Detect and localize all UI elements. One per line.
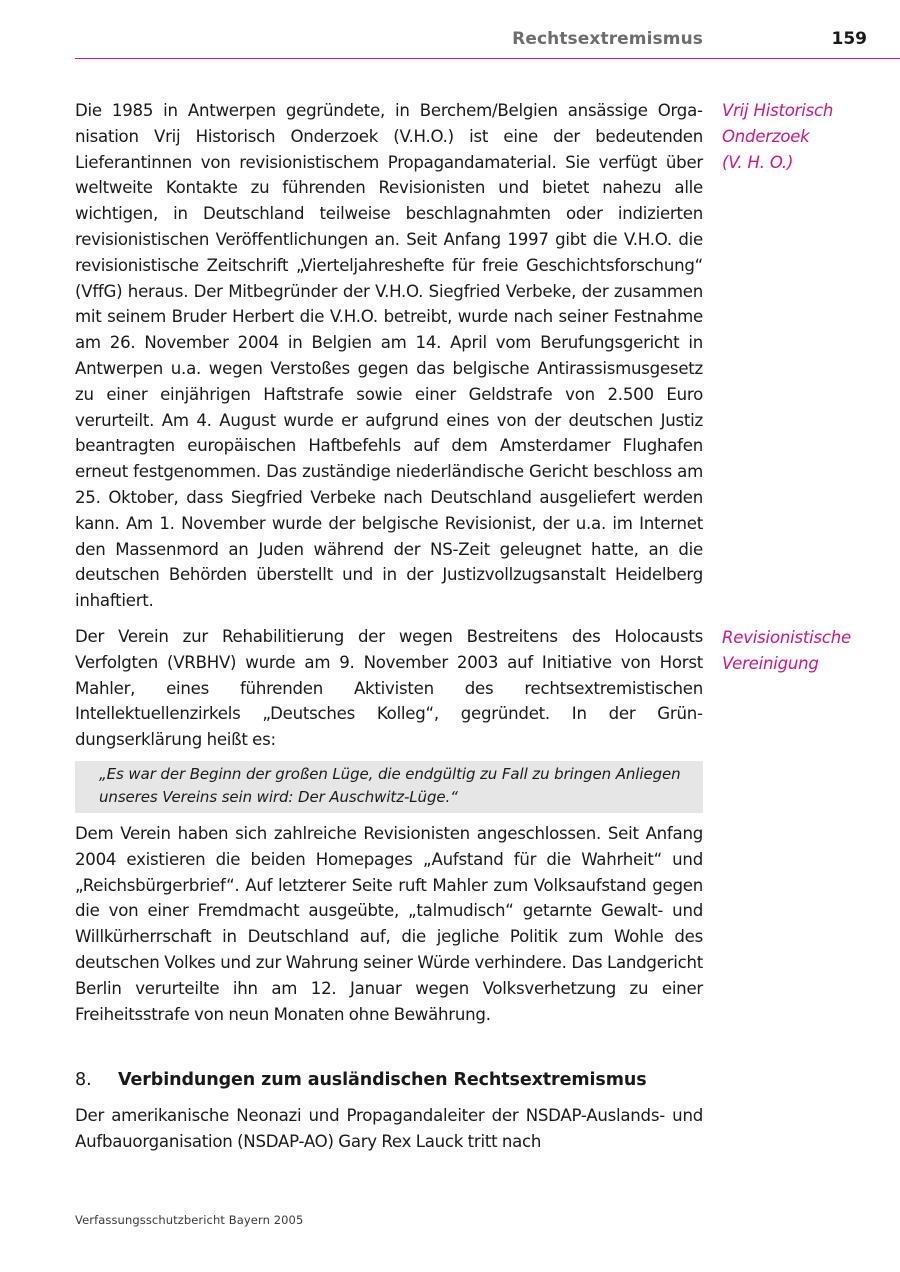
section-title: Verbindungen zum ausländischen Rechtsextremismus bbox=[118, 1070, 647, 1091]
margin-note-vho bbox=[722, 98, 887, 175]
margin-note-line: Onderzoek bbox=[722, 126, 810, 146]
page-header bbox=[75, 28, 900, 59]
page-number: 159 bbox=[831, 29, 867, 49]
margin-note-line: Vereinigung bbox=[722, 653, 819, 673]
paragraph-nsdap-ao: Der amerikanische Neonazi und Propagandaleiter der NSDAP-Auslands- und Aufbauorganisation (NSDAP-AO) Gary Rex Lauck tritt nach bbox=[75, 1106, 703, 1152]
paragraph-verein: Dem Verein haben sich zahlreiche Revisionisten angeschlossen. Seit Anfang 2004 existieren die beiden Homepages „Aufstand für die Wahrheit“ und „Reichsbürgerbrief“. Auf letzterer Seite ruft Mahler zum Volksaufstand gegen die von einer Fremdmacht ausgeübte, „talmudisch“ getarnte Gewalt- und Willkürherrschaft in Deutschland auf, die jegliche Politik zum Wohle des deutschen Volkes und zur Wahrung seiner Würde verhindere. Das Landgericht Berlin verurteilte ihn am 12. Januar wegen Volksverhetzung zu einer Freiheitsstrafe von neun Monaten ohne Bewährung. bbox=[75, 823, 703, 1024]
main-text-column bbox=[75, 98, 703, 1155]
page-footer: Verfassungsschutzbericht Bayern 2005 bbox=[75, 1213, 304, 1227]
paragraph-vho: Die 1985 in Antwerpen gegründete, in Berchem/Belgien ansässige Organisation Vrij Historisch Onderzoek (V.H.O.) ist eine der bedeutenden Lieferantinnen von revisionistischem Propagandamaterial. Sie verfügt über weltweite Kontakte zu führenden Revisionisten und bietet nahezu alle wichtigen, in Deutschland teilweise beschlagnahmten oder indizierten revisionistischen Veröffentlichungen an. Seit Anfang 1997 gibt die V.H.O. die revisionistische Zeitschrift „Vierteljahreshefte für freie Geschichtsforschung“ (VffG) heraus. Der Mitbegründer der V.H.O. Siegfried Verbeke, der zusammen mit seinem Bruder Herbert die V.H.O. betreibt, wurde nach seiner Festnahme am 26. November 2004 in Belgien am 14. April vom Berufungsgericht in Antwerpen u.a. wegen Verstoßes gegen das belgische Antirassismusgesetz zu einer einjährigen Haftstrafe sowie einer Geldstrafe von 2.500 Euro verurteilt. Am 4. August wurde er aufgrund eines von der deutschen Justiz beantragten europäischen Haftbefehls auf dem Amsterdamer Flughafen erneut festgenommen. Das zuständige niederländische Gericht beschloss am 25. Oktober, dass Siegfried Verbeke nach Deutschland ausgeliefert werden kann. Am 1. November wurde der belgische Revisionist, der u.a. im Internet den Massenmord an Juden während der NS-Zeit geleugnet hatte, an die deutschen Behörden überstellt und in der Justizvollzugsanstalt Heidelberg inhaftiert. bbox=[75, 101, 703, 611]
margin-note-line: Vrij Historisch bbox=[722, 101, 834, 120]
paragraph-vrbhv: Der Verein zur Rehabilitierung der wegen Bestreitens des Holocausts Verfolgten (VRBHV) wurde am 9. November 2003 auf Initiative von Horst Mahler, eines führenden Aktivisten des rechtsextremistischen Intellektuellenzirkels „Deutsches Kolleg“, gegründet. In der Gründungserklärung heißt es: bbox=[75, 626, 703, 750]
section-heading bbox=[75, 1067, 703, 1093]
running-head-title: Rechtsextremismus bbox=[512, 29, 703, 49]
block-quote: „Es war der Beginn der großen Lüge, die endgültig zu Fall zu bringen Anliegen unseres Vereins sein wird: Der Auschwitz-Lüge.“ bbox=[75, 761, 703, 813]
section-number: 8. bbox=[75, 1070, 92, 1091]
margin-note-revisionistische-vereinigung bbox=[722, 625, 887, 677]
margin-note-line: Revisionistische bbox=[722, 628, 852, 647]
margin-note-line: (V. H. O.) bbox=[722, 152, 794, 172]
